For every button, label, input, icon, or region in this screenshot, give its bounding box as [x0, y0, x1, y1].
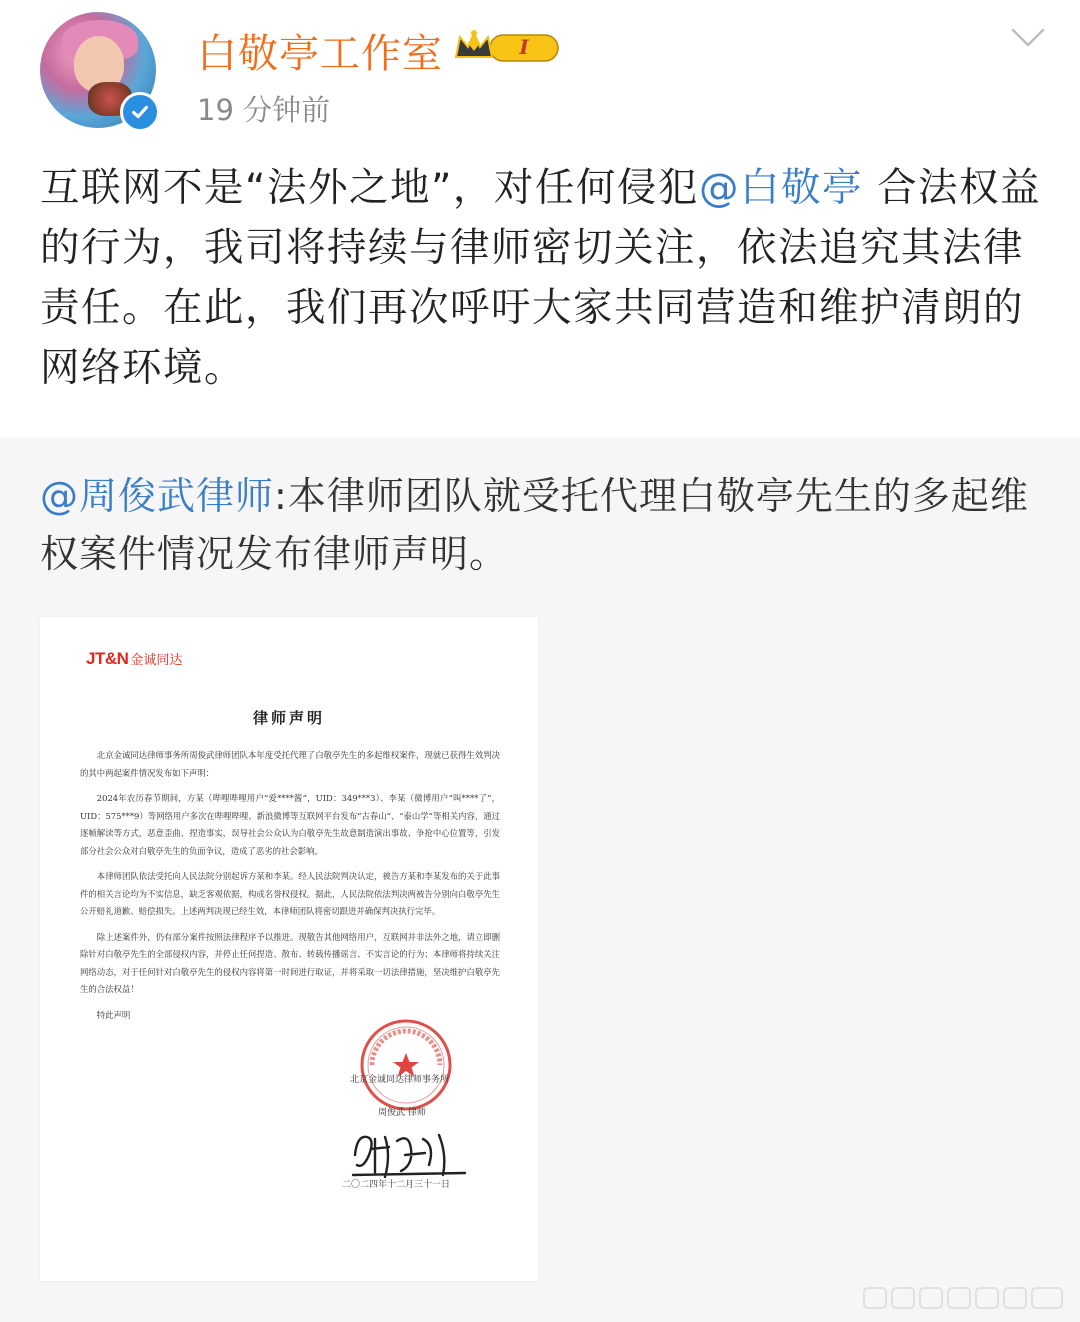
watermark-icon [862, 1284, 1070, 1312]
logo-mark: JT&N [86, 649, 129, 668]
document-date: 二〇二四年十二月三十一日 [342, 1180, 451, 1190]
repost-body: :本律师团队就受托代理白敬亭先生的多起维权案件情况发布律师声明。 [40, 474, 1029, 576]
document-paragraph: 2024年农历春节期间，方某（哔哩哔哩用户“爱****酱”，UID：349***3）、李某（微博用户“叫****了”，UID：575***9）等网络用户多次在哔哩哔哩、新浪微博等互联网平台发布“古春山”、“泰山学”等相关内容，通过逐帧解读等方式，恶意歪曲、捏造事实，误导社会公众认为白敬亭先生故意制造演出事故、争抢中心位置等，引发部分社会公众对白敬亭先生的负面争议，造成了恶劣的社会影响。 [80, 793, 500, 856]
document-firm-name: 北京金诚同达律师事务所 [350, 1075, 450, 1085]
mention-link[interactable]: @白敬亭 [698, 165, 863, 211]
document-lawyer-name: 周俊武 律师 [378, 1108, 426, 1118]
post-text-part1: 互联网不是“法外之地”，对任何侵犯 [40, 165, 699, 211]
document-closing: 特此声明 [96, 1009, 131, 1020]
vip-level: I [519, 35, 529, 59]
repost-mention-link[interactable]: @周俊武律师 [40, 474, 275, 518]
logo-cn: 金诚同达 [130, 652, 183, 667]
repost-text [40, 467, 1050, 583]
document-body [80, 747, 500, 1032]
author-name[interactable]: 白敬亭工作室 [197, 31, 443, 77]
post-header [0, 0, 1080, 140]
repost-block[interactable] [0, 437, 1080, 1322]
post-text-part2: 合法权益的行为，我司将持续与律师密切关注，依法追究其法律责任。在此，我们再次呼吁大家共同营造和维护清朗的网络环境。 [40, 165, 1041, 391]
document-paragraph: 本律师团队依法受托向人民法院分别起诉方某和李某。经人民法院判决认定，被告方某和李某发布的关于此事件的相关言论均为不实信息，缺乏客观依据，构成名誉权侵权。据此，人民法院依法判决两被告分别向白敬亭先生公开赔礼道歉、赔偿损失。上述两判决现已经生效，本律师团队将密切跟进并确保判决执行完毕。 [80, 871, 500, 916]
law-firm-logo [86, 649, 182, 669]
vip-crown-badge-icon[interactable] [452, 27, 560, 67]
document-paragraph: 北京金诚同达律师事务所周俊武律师团队本年度受托代理了白敬亭先生的多起维权案件，现就已获得生效判决的其中两起案件情况发布如下声明： [80, 750, 500, 778]
post-time: 19 分钟前 [197, 93, 331, 127]
post-text [40, 158, 1050, 398]
document-paragraph: 除上述案件外，仍有部分案件按照法律程序予以推进。现敬告其他网络用户，互联网并非法外之地，请立即删除针对白敬亭先生的全部侵权内容，并停止任何捏造、散布、转载传播谣言、不实言论的行为；本律师将持续关注网络动态，对于任何针对白敬亭先生的侵权内容将第一时间进行取证，并将采取一切法律措施，坚决维护白敬亭先生的合法权益！ [80, 931, 500, 994]
verified-badge-icon [120, 92, 160, 132]
seal-stamp-icon [358, 1017, 454, 1113]
document-title: 律师声明 [252, 709, 325, 727]
signature-icon [345, 1125, 475, 1185]
chevron-down-icon[interactable] [1010, 26, 1046, 50]
statement-document-image[interactable] [40, 617, 538, 1281]
